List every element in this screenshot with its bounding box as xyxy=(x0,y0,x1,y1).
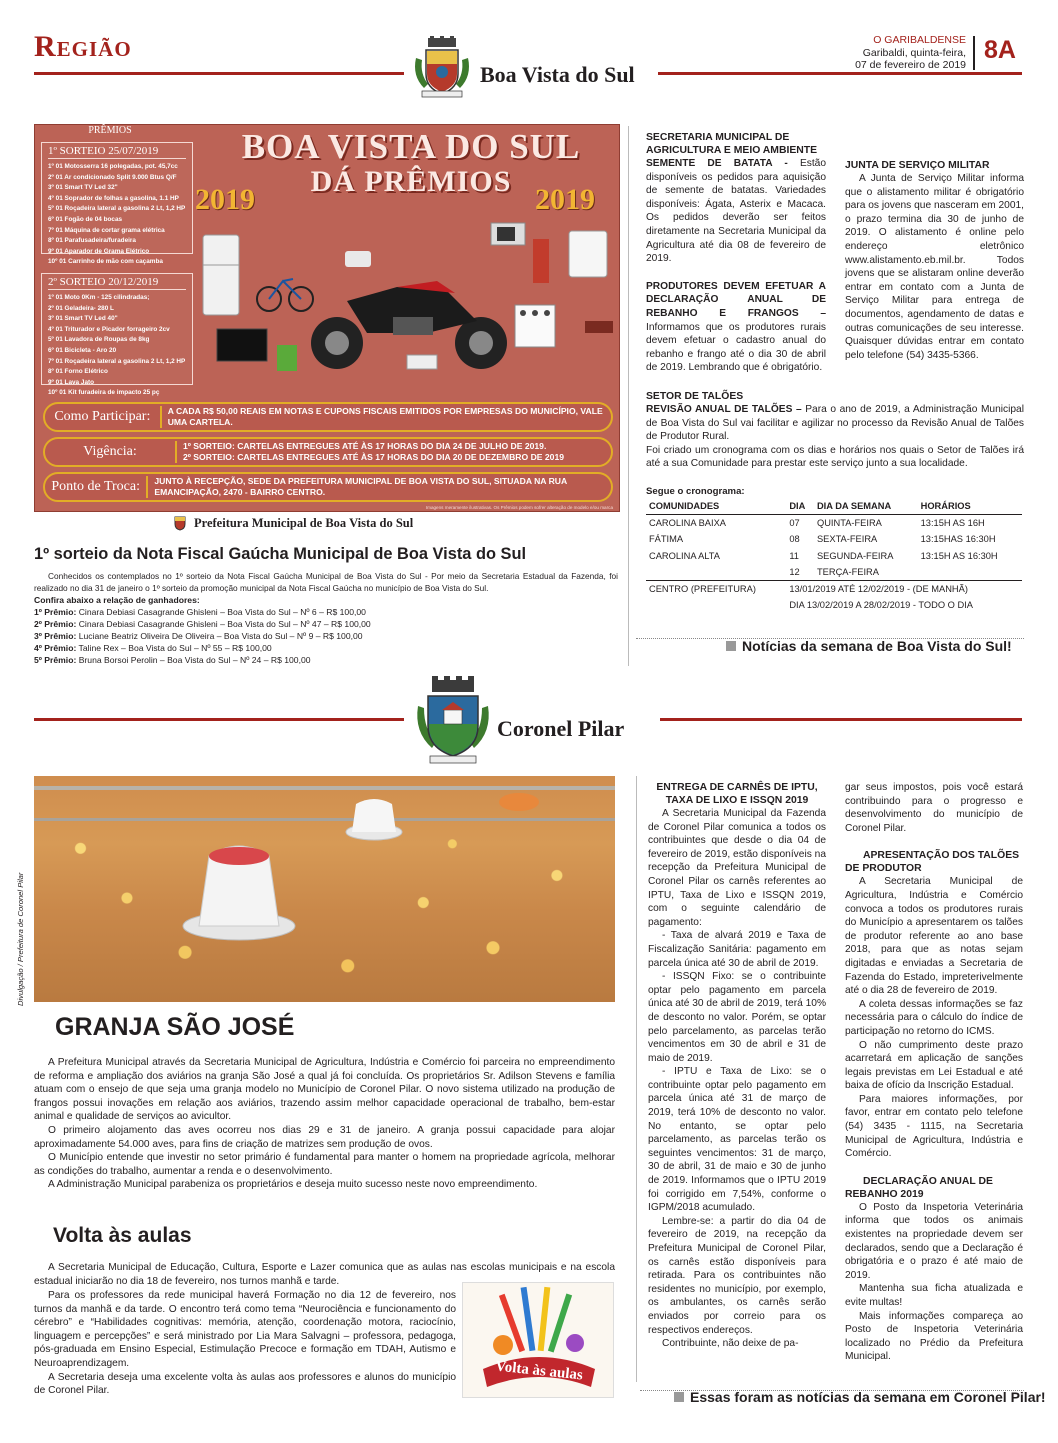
winner-text: Cinara Debiasi Casagrande Ghisleni – Boa Vista do Sul – Nº 47 – R$ 100,00 xyxy=(78,619,371,629)
school-supplies-illustration xyxy=(463,1283,614,1398)
taloes-text xyxy=(646,403,1024,444)
table-cell: CAROLINA BAIXA xyxy=(649,518,726,529)
lottery-article xyxy=(34,570,618,666)
bvs-footer-text: Prefeitura Municipal de Boa Vista do Sul xyxy=(194,515,414,530)
draw-2-list xyxy=(48,293,186,399)
prize-banner xyxy=(34,124,620,512)
banner-title-2: DÁ PRÊMIOS xyxy=(310,165,512,198)
section-title: Região xyxy=(34,30,132,63)
feeder-illustration xyxy=(34,776,615,1002)
center-label: CENTRO (PREFEITURA) xyxy=(649,583,756,594)
exchange-text: JUNTO À RECEPÇÃO, SEDE DA PREFEITURA MUNICIPAL DE BOA VISTA DO SUL, SITUADA NA RUA EMANCIPAÇÃO, 2470 - BAIRRO CENTRO. xyxy=(146,476,611,498)
table-cell: QUINTA-FEIRA xyxy=(816,518,882,529)
table-cell: 13:15HAS 16:30H xyxy=(920,534,996,545)
bvs-banner-footer xyxy=(172,515,413,531)
draw1-item: 1º 01 Motosserra 16 polegadas, pot. 45,7cc xyxy=(48,163,178,170)
winner-place: 2º Prêmio: xyxy=(34,619,77,629)
winner-place: 5º Prêmio: xyxy=(34,655,77,665)
aulas-p3: A Secretaria deseja uma excelente volta às aulas aos professores e alunos do município de Coronel Pilar. xyxy=(34,1371,456,1397)
draw1-item: 5º 01 Roçadeira lateral a gasolina 2 Lt, 1,2 HP xyxy=(48,205,186,213)
winners-list xyxy=(34,606,618,666)
header-rule-right xyxy=(658,72,1022,75)
cp-footer-note xyxy=(674,1389,1046,1405)
draw1-item: 2º 01 Ar condicionado Split 9.000 Btus Q/F xyxy=(48,173,177,181)
winner-row xyxy=(34,642,618,654)
exchange-label: Ponto de Troca: xyxy=(51,479,141,494)
draw2-item: 5º 01 Lavadora de Roupas de 8kg xyxy=(48,336,150,344)
table-cell: CAROLINA ALTA xyxy=(649,550,720,561)
rebanho-title: DECLARAÇÃO ANUAL DE REBANHO 2019 xyxy=(845,1175,993,1200)
rebanho-p2: Mantenha sua ficha atualizada e evite multas! xyxy=(845,1283,1023,1308)
bvs-coat-of-arms xyxy=(410,36,474,100)
taloes-text-2: Foi criado um cronograma com os dias e horários nos quais o Setor de Talões irá até a sua Comunidade para prestar este serviço junto a sua localidade. xyxy=(646,444,1024,470)
winner-text: Luciane Beatriz Oliveira De Oliveira – Boa Vista do Sul – Nº 9 – R$ 100,00 xyxy=(78,631,363,641)
aulas-body xyxy=(34,1289,456,1398)
taloes-sub: REVISÃO ANUAL DE TALÕES – xyxy=(646,404,802,415)
aulas-p1: A Secretaria Municipal de Educação, Cultura, Esporte e Lazer comunica que as aulas nas escolas municipais e na escola estadual iniciarão no dia 18 de fevereiro, nos turnos manhã e tarde. xyxy=(34,1262,615,1287)
iptu-p4: - IPTU e Taxa de Lixo: se o contribuinte optar pelo pagamento em parcela única até 31 de março de 2019, terá 10% de desconto no valor. No entanto, se optar pelo parcelamento, as parcelas terão os seguintes vencimentos: 31 de março, 30 de abril, 31 de maio e 30 de junho de 2019. Informamos que o IPTU 2019 foi corrigido em 7,54%, conforme o IGPM/2018 acumulado. xyxy=(648,1066,826,1214)
table-cell: FÁTIMA xyxy=(649,534,684,545)
cp-taloes-p1: A Secretaria Municipal de Agricultura, Indústria e Comércio convoca a todos os produtores rurais do Município a apresentarem os talões de produtor referente ao ano base 2018, para que as notas sejam digitadas e enviadas a Secretaria de Fazenda do Estado, impreterivelmente até o dia 28 de fevereiro de 2019. xyxy=(845,876,1023,997)
granja-article xyxy=(34,1056,615,1192)
draw2-item: 7º 01 Roçadeira lateral a gasolina 2 Lt, 1,2 HP xyxy=(48,357,186,365)
rebanho-p1: O Posto da Inspetoria Veterinária informa que todos os animais existentes na propriedade devem ser declarados, sendo que a Declaração é obrigatória e o prazo é até maio de 2019. xyxy=(845,1201,1023,1281)
center-empty xyxy=(646,597,786,613)
winner-row xyxy=(34,606,618,618)
chicks-photo xyxy=(34,776,615,1002)
table-row xyxy=(646,515,1022,532)
lottery-intro: Conhecidos os contemplados no 1º sorteio da Nota Fiscal Gaúcha Municipal de Boa Vista do Sul - Por meio da Secretaria Estadual da Fazenda, foi realizado no dia 31 de janeiro o 1º sorteio da promoção municipal da Nota Fiscal Gaúcha no município de Boa Vista do Sul. xyxy=(34,571,618,593)
bvs-footer-note xyxy=(726,638,1012,654)
agri-body: Estão disponíveis os pedidos para aquisição de semente de batatas. Variedades disponíveis: Ágata, Asterix e Macaca. Os pedidos deverão ser feitos diretamente na Secretaria Municipal da Agricultura até dia 08 de fevereiro de 2019. xyxy=(646,158,826,265)
participate-label: Como Participar: xyxy=(54,409,151,424)
draw-2-box xyxy=(41,273,193,397)
table-row xyxy=(646,531,1022,547)
taloes-title: SETOR DE TALÕES xyxy=(646,391,744,402)
winner-text: Taline Rex – Boa Vista do Sul – Nº 55 – R$ 100,00 xyxy=(78,643,272,653)
military-article xyxy=(845,159,1024,362)
winner-row xyxy=(34,630,618,642)
draw-2-title: 2º SORTEIO 20/12/2019 xyxy=(48,276,186,290)
draw2-item: 10º 01 Kit furadeira de impacto 25 pç xyxy=(48,389,160,397)
aulas-image xyxy=(462,1282,614,1398)
table-cell xyxy=(918,564,1022,581)
taloes-body: Para o ano de 2019, a Administração Municipal de Boa Vista do Sul vai facilitar e agilizar no processo da Revisão Anual de Talões de Produtor Rural. xyxy=(646,404,1024,443)
bvs-footer-note-text: Notícias da semana de Boa Vista do Sul! xyxy=(742,638,1012,654)
table-cell: 13:15H AS 16:30H xyxy=(920,550,998,561)
table-row xyxy=(646,548,1022,564)
draw-1-box xyxy=(41,142,193,266)
taloes-article xyxy=(646,390,1024,613)
table-cell: 13:15H AS 16H xyxy=(920,518,985,529)
square-bullet-icon xyxy=(674,1392,684,1402)
iptu-p2: - Taxa de alvará 2019 e Taxa de Fiscalização Sanitária: pagamento em parcela única até 30 de abril de 2019. xyxy=(648,930,826,969)
schedule-row-center xyxy=(646,580,1022,597)
schedule-header-cell: HORÁRIOS xyxy=(918,498,1022,515)
table-cell: 08 xyxy=(789,534,800,545)
draw2-item: 2º 01 Geladeira- 280 L xyxy=(48,304,114,312)
iptu-p5: Lembre-se: a partir do dia 04 de fevereiro de 2019, na recepção da Prefeitura Municipal de Coronel Pilar, os carnês estão disponíveis para retirada. Para os contribuintes não residentes no município, por exemplo, os ambulantes, os carnês serão enviados por correio para os respectivos endereços. xyxy=(648,1215,826,1336)
bvs-col-rule xyxy=(628,126,629,666)
table-cell: 11 xyxy=(789,550,799,561)
rebanho-p3: Mais informações compareça ao Posto de Inspetoria Veterinária localizado no Prédio da Prefeitura Municipal. xyxy=(845,1310,1023,1363)
draw2-item: 6º 01 Bicicleta - Aro 20 xyxy=(48,346,117,354)
draw2-item: 4º 01 Triturador e Picador forrageiro 2cv xyxy=(48,325,170,333)
lottery-list-title: Confira abaixo a relação de ganhadores: xyxy=(34,595,200,605)
validity-bar xyxy=(43,437,613,467)
iptu-title: ENTREGA DE CARNÊS DE IPTU, TAXA DE LIXO E ISSQN 2019 xyxy=(656,782,818,806)
banner-fine-print: Imagens meramente ilustrativas. Os Prêmios podem sofrer alteração de modelo e/ou marca xyxy=(425,505,613,510)
cp-footer-note-text: Essas foram as notícias da semana em Coronel Pilar! xyxy=(690,1389,1046,1405)
photo-credit: Divulgação / Prefeitura de Coronel Pilar xyxy=(16,872,25,1006)
iptu-p3: - ISSQN Fixo: se o contribuinte optar pelo pagamento em parcela única até 30 de abril de 2019, terá 10% de desconto no valor. Porém, se optar pelo parcelamento, as parcelas terão vencimentos em 30 de abril e 31 de maio de 2019. xyxy=(648,971,826,1064)
winner-text: Cinara Debiasi Casagrande Ghisleni – Boa Vista do Sul – Nº 6 – R$ 100,00 xyxy=(78,607,366,617)
decl-body: Informamos que os produtores rurais devem efetuar o cadastro anual do rebanho e frango até o dia 30 de abril de 2019. Lembrando que é obrigatório. xyxy=(646,321,826,374)
granja-p4: A Administração Municipal parabeniza os proprietários e deseja muito sucesso neste novo empreendimento. xyxy=(48,1179,538,1191)
draw1-item: 9º 01 Aparador de Grama Elétrico xyxy=(48,247,150,255)
small-coat-icon xyxy=(172,515,188,531)
cp-rule-left xyxy=(34,718,404,721)
draw1-item: 8º 01 Parafusadeira/furadeira xyxy=(48,237,136,245)
winner-place: 3º Prêmio: xyxy=(34,631,77,641)
participate-text: A CADA R$ 50,00 REAIS EM NOTAS E CUPONS FISCAIS EMITIDOS POR EMPRESAS DO MUNICÍPIO, VALE UMA CARTELA. xyxy=(160,406,611,428)
validity-text-2: 2º SORTEIO: CARTELAS ENTREGUES ATÉ ÀS 17 HORAS DO DIA 20 DE DEZEMBRO DE 2019 xyxy=(183,452,565,462)
draw1-item: 4º 01 Soprador de folhas a gasolina, 1.1 HP xyxy=(48,194,179,202)
winner-row xyxy=(34,618,618,630)
draw-1-title: 1º SORTEIO 25/07/2019 xyxy=(48,145,186,159)
bvs-name: Boa Vista do Sul xyxy=(480,62,635,87)
cp-name: Coronel Pilar xyxy=(497,716,625,741)
prize-illustration xyxy=(197,221,617,391)
validity-text-1: 1º SORTEIO: CARTELAS ENTREGUES ATÉ ÀS 17 HORAS DO DIA 24 DE JULHO DE 2019. xyxy=(183,441,547,451)
winner-place: 4º Prêmio: xyxy=(34,643,77,653)
cp-taloes-title: APRESENTAÇÃO DOS TALÕES DE PRODUTOR xyxy=(845,850,1020,875)
cp-taloes-p3: O não cumprimento deste prazo acarretará em aplicação de sanções legais previstas em Lei Estadual e até baixa de ofício da Inscrição Estadual. xyxy=(845,1039,1023,1092)
iptu-p6-continued: gar seus impostos, pois você estará contribuindo para o progresso e desenvolvimento do município de Coronel Pilar. xyxy=(845,782,1023,834)
cp-taloes-p2: A coleta dessas informações se faz necessária para o cálculo do índice de participação no retorno do ICMS. xyxy=(845,998,1023,1037)
schedule-table xyxy=(646,498,1022,613)
header-rule-left xyxy=(34,72,404,75)
participate-bar xyxy=(43,402,613,432)
decl-text xyxy=(646,280,826,375)
schedule-header-cell: DIA DA SEMANA xyxy=(814,498,918,515)
table-cell: SEXTA-FEIRA xyxy=(816,534,878,545)
cp-col-rule xyxy=(636,776,637,1382)
schedule-header xyxy=(646,498,1022,515)
table-cell: 07 xyxy=(789,518,800,529)
validity-text xyxy=(175,441,564,463)
table-cell: SEGUNDA-FEIRA xyxy=(816,550,894,561)
cp-right-column xyxy=(845,781,1023,1364)
winner-row xyxy=(34,654,618,666)
draw-1-list xyxy=(48,162,186,268)
draw2-item: 1º 01 Moto 0Km - 125 cilindradas; xyxy=(48,294,150,301)
winner-place: 1º Prêmio: xyxy=(34,607,77,617)
schedule-header-cell: DIA xyxy=(786,498,814,515)
exchange-bar xyxy=(43,472,613,502)
schedule-body xyxy=(646,515,1022,581)
agri-sub: SEMENTE DE BATATA - xyxy=(646,158,788,169)
lottery-title: 1º sorteio da Nota Fiscal Gaúcha Municipal de Boa Vista do Sul xyxy=(34,545,527,563)
iptu-p6a: Contribuinte, não deixe de pa- xyxy=(662,1338,799,1350)
table-cell xyxy=(646,564,786,581)
prize-list-label: PRÊMIOS xyxy=(88,125,132,136)
schedule-title: Segue o cronograma: xyxy=(646,485,745,497)
decl-title: PRODUTORES DEVEM EFETUAR A DECLARAÇÃO ANUAL DE REBANHO E FRANGOS – xyxy=(646,280,826,319)
header-divider xyxy=(973,36,975,70)
banner-year-right: 2019 xyxy=(535,183,595,216)
iptu-article xyxy=(648,781,826,1351)
draw2-item: 9º 01 Lava Jato xyxy=(48,378,95,386)
cp-taloes-p4: Para maiores informações, por favor, entrar em contato pelo telefone (54) 3435 - 1115, na Secretaria Municipal de Agricultura, Indústria e Comércio. xyxy=(845,1093,1023,1160)
draw2-item: 3º 01 Smart TV Led 40" xyxy=(48,315,118,323)
granja-title: GRANJA SÃO JOSÉ xyxy=(55,1013,295,1041)
draw1-item: 6º 01 Fogão de 04 bocas xyxy=(48,215,123,223)
aulas-image-text: Volta às aulas xyxy=(494,1358,584,1384)
page-number: 8A xyxy=(984,36,1016,64)
draw1-item: 7º 01 Máquina de cortar grama elétrica xyxy=(48,226,165,234)
dateline-1: Garibaldi, quinta-feira, xyxy=(862,47,966,59)
square-bullet-icon xyxy=(726,641,736,651)
center-2: DIA 13/02/2019 A 28/02/2019 - TODO O DIA xyxy=(789,600,973,611)
cp-rule-right xyxy=(660,718,1022,721)
granja-p2: O primeiro alojamento das aves ocorreu nos dias 29 e 31 de janeiro. A granja possui capacidade para alojar aproximadamente 54.000 aves, para fins de criação de matrizes sem produção de ovos. xyxy=(34,1124,615,1150)
cp-coat-of-arms xyxy=(414,676,492,764)
aulas-p2: Para os professores da rede municipal haverá Formação no dia 12 de fevereiro, nos turnos da manhã e da tarde. O encontro terá como tema “Neurociência e funcionamento do cérebro” e “Habilidades cognitivas: memória, atenção, coordenação motora, raciocínio, linguagem e percepções” e será ministrado por Lia Mara Salvagni – professora, pedagoga, pós-graduada em Ensino Especial, Estimulação Precoce e formação em TDAH, Autismo e Neuroaprendizagem. xyxy=(34,1290,456,1369)
newspaper-name: O GARIBALDENSE xyxy=(873,34,966,46)
granja-p1: A Prefeitura Municipal através da Secretaria Municipal de Agricultura, Indústria e Comércio foi parceira no empreendimento de reforma e ampliação dos aviários na granja São José a qual já foi concluída. Os proprietários Sr. Adilson Stevens e família atuam com o ensejo de que seja uma granja modelo no Município de Coronel Pilar. O novo sistema utilizado na produção de frangos possui inovações em relação aos aviários, trazendo assim melhor capacidade operacional de trabalho, bem-estar animal e qualidade de serviços ao avicultor. xyxy=(34,1057,615,1123)
military-text: A Junta de Serviço Militar informa que o alistamento militar é obrigatório para os jovens que nasceram em 2001, o prazo termina dia 30 de junho de 2019. O alistamento é online pelo endereço eletrônico www.alistamento.eb.mil.br. Todos jovens que se alistaram online deverão entrar em contato com a Junta de Serviço Militar para entrega de documentos, agendamento de datas e outras comunicações de seu interesse. Quaisquer dúvidas entrar em contato pelo telefone (54) 3435-5366. xyxy=(845,173,1024,361)
table-cell: 12 xyxy=(789,566,800,577)
table-cell: TERÇA-FEIRA xyxy=(816,566,879,577)
granja-p3: O Município entende que investir no setor primário é fundamental para manter o homem na propriedade agrícola, melhorar as condições do trabalho, aumentar a renda e o desenvolvimento. xyxy=(34,1152,615,1177)
agri-text xyxy=(646,157,826,266)
winner-text: Bruna Borsoi Perolin – Boa Vista do Sul – Nº 24 – R$ 100,00 xyxy=(78,655,311,665)
center-1: 13/01/2019 ATÉ 12/02/2019 - (DE MANHÃ) xyxy=(789,583,968,594)
agri-article xyxy=(646,131,826,375)
draw1-item: 3º 01 Smart TV Led 32" xyxy=(48,184,118,192)
military-title: JUNTA DE SERVIÇO MILITAR xyxy=(845,160,990,171)
dateline-2: 07 de fevereiro de 2019 xyxy=(855,59,966,71)
schedule-header-cell: COMUNIDADES xyxy=(646,498,786,515)
aulas-title: Volta às aulas xyxy=(53,1224,192,1247)
draw2-item: 8º 01 Forno Elétrico xyxy=(48,368,108,376)
banner-title-1: BOA VISTA DO SUL xyxy=(241,127,581,166)
iptu-p1: A Secretaria Municipal da Fazenda de Coronel Pilar comunica a todos os contribuintes que desde o dia 04 de fevereiro de 2019, estão disponíveis na recepção da Prefeitura Municipal de Coronel Pilar os carnês referentes ao IPTU, Taxa de Lixo e ISSQN 2019, com o seguinte calendário de pagamento: xyxy=(648,808,826,928)
schedule-row-center-2 xyxy=(646,597,1022,613)
agri-title: SECRETARIA MUNICIPAL DE AGRICULTURA E MEIO AMBIENTE xyxy=(646,132,818,156)
banner-year-left: 2019 xyxy=(195,183,255,216)
table-row xyxy=(646,564,1022,581)
validity-label: Vigência: xyxy=(83,444,137,459)
draw1-item: 10º 01 Carrinho de mão com caçamba xyxy=(48,258,163,266)
